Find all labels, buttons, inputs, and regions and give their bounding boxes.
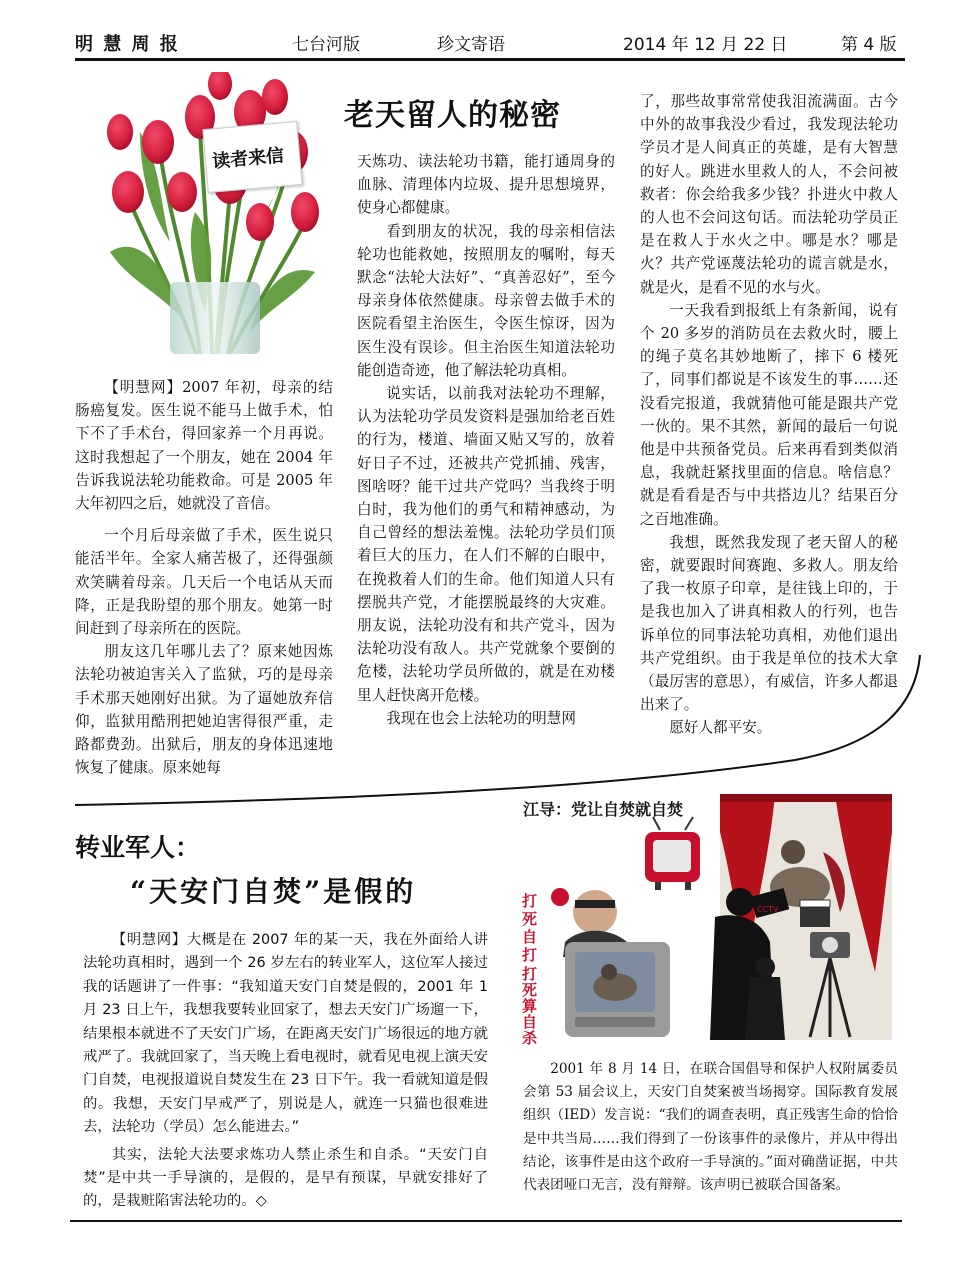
article2-para-1: 【明慧网】大概是在 2007 年的某一天，我在外面给人讲法轮功真相时，遇到一个 26 岁左右的转业军人，这位军人接过我的话题讲了一件事：“我知道天安门自焚是假的，2001 年 1 月 23 日上午，我想我要转业回家了，想去天安门广场遛一下，结果根本就进不了天安门广场，在距离天安门广场很远的地方就戒严了。我就回家了，当天晚上看电视时，就看见电视上演天安门自焚，电视报道说自焚发生在 23 日下午。我一看就知道是假的。我想，天安门早戒严了，别说是人，就连一只猫也很难进去，法轮功（学员）怎么能进去。” [83,932,488,1136]
article2-para-2: 其实，法轮大法要求炼功人禁止杀生和自杀。“天安门自焚”是中共一手导演的，是假的，是早有预谋，早就安排好了的，是栽赃陷害法轮功的。◇ [83,1146,488,1210]
article1-col1-para-1: 【明慧网】2007 年初，母亲的结肠癌复发。医生说不能马上做手术，怕下不了手术台，得回家养一个月再说。这时我想起了一个朋友，她在 2004 年告诉我说法轮功能救命。可是 2005 年大年初四之后，她就没了音信。 [75,379,333,513]
masthead-edition: 七台河版 [292,35,360,55]
article1-col1-para-2: 一个月后母亲做了手术，医生说只能活半年。全家人痛苦极了，还得强颜欢笑瞒着母亲。几天后一个电话从天而降，正是我盼望的那个朋友。她第一时间赶到了母亲所在的医院。 [75,527,333,638]
cartoon-title: 江导：党让自焚就自焚 [523,800,684,819]
reader-letter-label [202,121,302,193]
swoosh-divider [75,650,925,810]
masthead-section: 珍文寄语 [437,35,505,55]
masthead-page: 第 4 版 [841,35,897,55]
article1-col3-para-3: 我想，既然我发现了老天留人的秘密，就要跟时间赛跑、多救人。朋友给了我一枚原子印章，是往钱上印的，于是我也加入了讲真相救人的行列，也告诉单位的同事法轮功真相，劝他们退出共产党组织。由于我是单位的技术大拿（最厉害的意思），有威信，许多人都退出来了。 [640,533,898,714]
cartoon-side-text-2: 打死算自杀 [522,965,538,1047]
article1-col2-para-2: 看到朋友的状况，我的母亲相信法轮功也能救她，按照朋友的嘱咐，每天默念“法轮大法好”、“真善忍好”，至今母亲身体依然健康。母亲曾去做手术的医院看望主治医生，令医生惊讶，因为医生没有误诊。但主治医生知道法轮功能创造奇迹，他了解法轮功真相。 [357,222,615,379]
masthead-date: 2014 年 12 月 22 日 [623,35,788,55]
article1-col2-para-4: 我现在也会上法轮功的明慧网 [386,709,576,727]
emblem-icon [551,888,569,906]
masthead-rule [75,58,905,61]
article2-title: “天安门自焚”是假的 [130,875,417,908]
article1-column-2 [357,150,615,730]
article1-col3-para-1: 了，那些故事常常使我泪流满面。古今中外的故事我没少看过，我发现法轮功学员才是人间真正的英雄，是有大智慧的好人。跳进水里救人的人，不会问被救者：你会给我多少钱？扑进火中救人的人也不会问这句话。而法轮功学员正是在救人于水火之中。哪是水？哪是火？共产党诬蔑法轮功的谎言就是水，就是火，是看不见的水与火。 [640,93,898,296]
article1-col1-para-3: 朋友这几年哪儿去了？原来她因炼法轮功被迫害关入了监狱，巧的是母亲手术那天她刚好出狱。为了逼她放弃信仰，监狱用酷刑把她迫害得很严重，走路都费劲。出狱后，朋友的身体迅速地恢复了健康。原来她每 [75,643,333,777]
tulip-illustration [100,72,322,354]
article1-col3-para-4: 愿好人都平安。 [669,719,772,737]
tulip-photo [100,72,322,354]
cartoon-caption-text: 2001 年 8 月 14 日，在联合国倡导和保护人权附属委员会第 53 届会议上，天安门自焚案被当场揭穿。国际教育发展组织（IED）发言说：“我们的调查表明，真正残害生命的恰恰是中共当局……我们得到了一份该事件的录像片，并从中得出结论，该事件是由这个政府一手导演的。”面对确凿证据，中共代表团哑口无言，没有辩辩。该声明已被联合国备案。 [523,1061,898,1194]
cartoon-illustration [545,792,893,1042]
masthead-paper-name: 明 慧 周 报 [75,34,180,55]
cartoon-caption [523,1058,898,1197]
article1-title: 老天留人的秘密 [344,98,561,133]
article2-kicker: 转业军人： [75,833,201,862]
article1-col2-para-1: 天炼功、读法轮功书籍，能打通周身的血脉、清理体内垃圾、提升思想境界，使身心都健康。 [357,153,615,217]
article2-body [83,929,488,1214]
reader-letter-text: 读者来信 [211,145,285,173]
bottom-rule [70,1220,902,1222]
cartoon-side-text-1: 打死自打 [522,892,538,964]
cctv-label: CCTV [757,905,779,914]
article1-col2-para-3: 说实话，以前我对法轮功不理解，认为法轮功学员发资料是强加给老百姓的行为，楼道、墙面又贴又写的，放着好日子不过，还被共产党抓捕、残害，图啥呀？能干过共产党吗？当我终于明白时，我为他们的勇气和精神感动，为自己曾经的想法羞愧。法轮功学员们顶着巨大的压力，在人们不解的白眼中，在挽救着人们的生命。他们知道人只有摆脱共产党，才能摆脱最终的大灾难。朋友说，法轮功没有和共产党斗，因为法轮功没有敌人。共产党就象个要倒的危楼，法轮功学员所做的，就是在劝楼里人赶快离开危楼。 [357,385,615,704]
article1-column-3 [640,90,898,740]
article1-col3-para-2: 一天我看到报纸上有条新闻，说有个 20 多岁的消防员在去救火时，腰上的绳子莫名其妙地断了，摔下 6 楼死了，同事们都说是不该发生的事……还没看完报道，我就猜他可能是跟共产党一伙的。果不其然，新闻的最后一句说他是中共预备党员。后来再看到类似消息，我就赶紧找里面的信息。啥信息？就是看看是否与中共搭边儿？结果百分之百地准确。 [640,301,898,528]
